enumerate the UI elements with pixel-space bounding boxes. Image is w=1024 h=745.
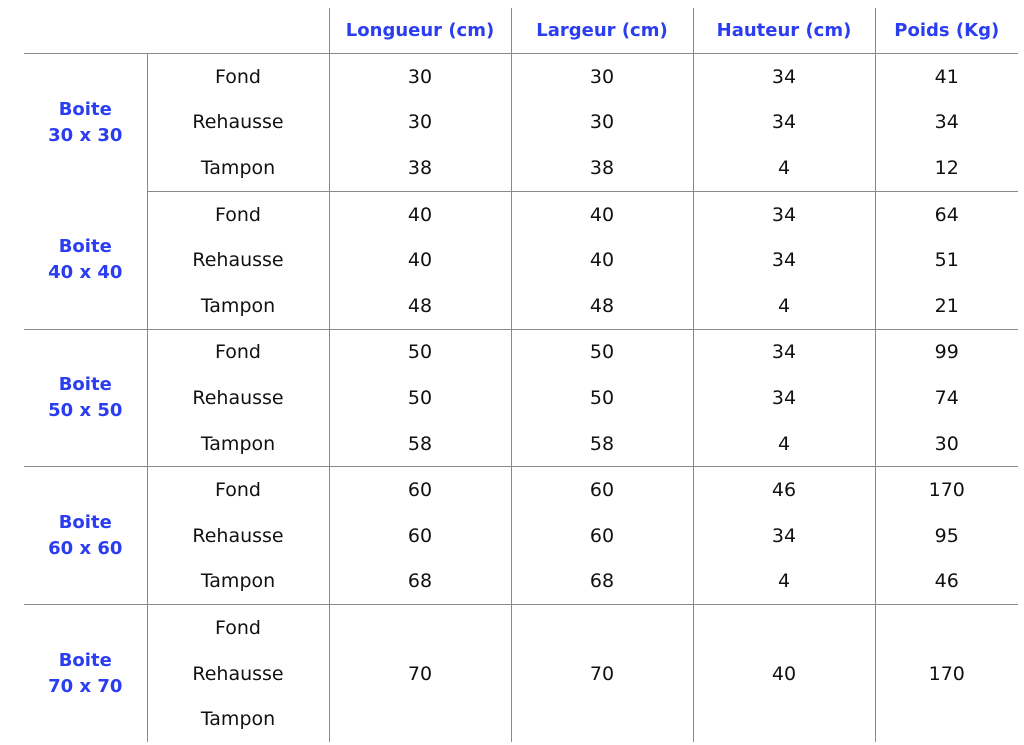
height-cell: 34 — [693, 237, 875, 283]
group-label-line2: 40 x 40 — [48, 261, 123, 283]
length-cell-merged: 70 — [329, 605, 511, 742]
length-cell: 58 — [329, 421, 511, 467]
dimensions-table-container — [24, 8, 1018, 742]
part-cell: Fond — [215, 65, 261, 88]
width-cell: 68 — [511, 559, 693, 605]
width-cell: 60 — [511, 467, 693, 513]
table-row — [24, 54, 1018, 100]
part-cell: Fond — [215, 203, 261, 226]
length-cell: 50 — [329, 375, 511, 421]
width-cell: 48 — [511, 283, 693, 329]
height-cell: 34 — [693, 375, 875, 421]
group-label-30 — [24, 54, 147, 192]
table-row — [24, 421, 1018, 467]
length-cell: 60 — [329, 513, 511, 559]
group-label-70 — [24, 605, 147, 742]
part-cell: Tampon — [147, 421, 329, 467]
table-row — [24, 237, 1018, 283]
width-cell: 58 — [511, 421, 693, 467]
weight-cell-merged: 170 — [875, 605, 1018, 742]
part-cell: Fond — [215, 341, 261, 364]
header-blank-group — [24, 8, 147, 54]
weight-cell: 64 — [875, 191, 1018, 237]
table-row — [24, 145, 1018, 191]
weight-cell: 99 — [875, 329, 1018, 375]
group-label-line2: 70 x 70 — [48, 675, 123, 697]
height-cell: 4 — [693, 559, 875, 605]
dimensions-table — [24, 8, 1018, 742]
width-cell: 50 — [511, 329, 693, 375]
height-cell: 4 — [693, 421, 875, 467]
table-row — [24, 467, 1018, 513]
part-cell: Tampon — [147, 559, 329, 605]
height-cell: 34 — [693, 329, 875, 375]
length-cell: 30 — [329, 100, 511, 146]
length-cell: 50 — [329, 329, 511, 375]
weight-cell: 41 — [875, 54, 1018, 100]
table-row — [24, 513, 1018, 559]
weight-cell: 170 — [875, 467, 1018, 513]
width-cell: 30 — [511, 54, 693, 100]
part-cell: Fond — [215, 479, 261, 502]
weight-cell: 95 — [875, 513, 1018, 559]
group-label-line1: Boite — [58, 649, 112, 671]
weight-cell: 74 — [875, 375, 1018, 421]
header-width: Largeur (cm) — [511, 8, 693, 54]
group-label-60 — [24, 467, 147, 605]
header-row — [24, 8, 1018, 54]
table-row — [24, 191, 1018, 237]
part-cell: Rehausse — [192, 111, 284, 134]
weight-cell: 30 — [875, 421, 1018, 467]
table-row — [24, 605, 1018, 651]
part-cell: Rehausse — [192, 524, 284, 547]
length-cell: 60 — [329, 467, 511, 513]
part-cell: Rehausse — [192, 662, 284, 685]
height-cell: 4 — [693, 145, 875, 191]
header-weight: Poids (Kg) — [875, 8, 1018, 54]
table-row — [24, 329, 1018, 375]
height-cell: 4 — [693, 283, 875, 329]
group-label-40 — [24, 191, 147, 329]
group-label-line2: 60 x 60 — [48, 537, 123, 559]
part-cell: Fond — [215, 616, 261, 639]
header-blank-part — [147, 8, 329, 54]
height-cell: 46 — [693, 467, 875, 513]
group-label-line1: Boite — [58, 235, 112, 257]
width-cell: 30 — [511, 100, 693, 146]
height-cell: 34 — [693, 513, 875, 559]
height-cell: 34 — [693, 100, 875, 146]
height-cell: 34 — [693, 191, 875, 237]
length-cell: 48 — [329, 283, 511, 329]
width-cell: 40 — [511, 191, 693, 237]
table-row — [24, 375, 1018, 421]
weight-cell: 21 — [875, 283, 1018, 329]
weight-cell: 34 — [875, 100, 1018, 146]
group-label-line1: Boite — [58, 511, 112, 533]
group-label-50 — [24, 329, 147, 467]
group-label-line1: Boite — [58, 98, 112, 120]
width-cell: 50 — [511, 375, 693, 421]
length-cell: 68 — [329, 559, 511, 605]
group-label-line2: 30 x 30 — [48, 124, 123, 146]
length-cell: 30 — [329, 54, 511, 100]
length-cell: 40 — [329, 191, 511, 237]
length-cell: 38 — [329, 145, 511, 191]
part-cell: Tampon — [200, 708, 276, 731]
width-cell-merged: 70 — [511, 605, 693, 742]
weight-cell: 12 — [875, 145, 1018, 191]
header-length: Longueur (cm) — [329, 8, 511, 54]
length-cell: 40 — [329, 237, 511, 283]
height-cell-merged: 40 — [693, 605, 875, 742]
width-cell: 40 — [511, 237, 693, 283]
part-cell: Rehausse — [192, 386, 284, 409]
header-height: Hauteur (cm) — [693, 8, 875, 54]
part-cell: Tampon — [147, 283, 329, 329]
table-row — [24, 100, 1018, 146]
width-cell: 60 — [511, 513, 693, 559]
height-cell: 34 — [693, 54, 875, 100]
group-label-line2: 50 x 50 — [48, 399, 123, 421]
group-label-line1: Boite — [58, 373, 112, 395]
width-cell: 38 — [511, 145, 693, 191]
table-row — [24, 283, 1018, 329]
weight-cell: 51 — [875, 237, 1018, 283]
part-cell: Rehausse — [192, 249, 284, 272]
table-row — [24, 559, 1018, 605]
part-cell: Tampon — [147, 145, 329, 191]
weight-cell: 46 — [875, 559, 1018, 605]
